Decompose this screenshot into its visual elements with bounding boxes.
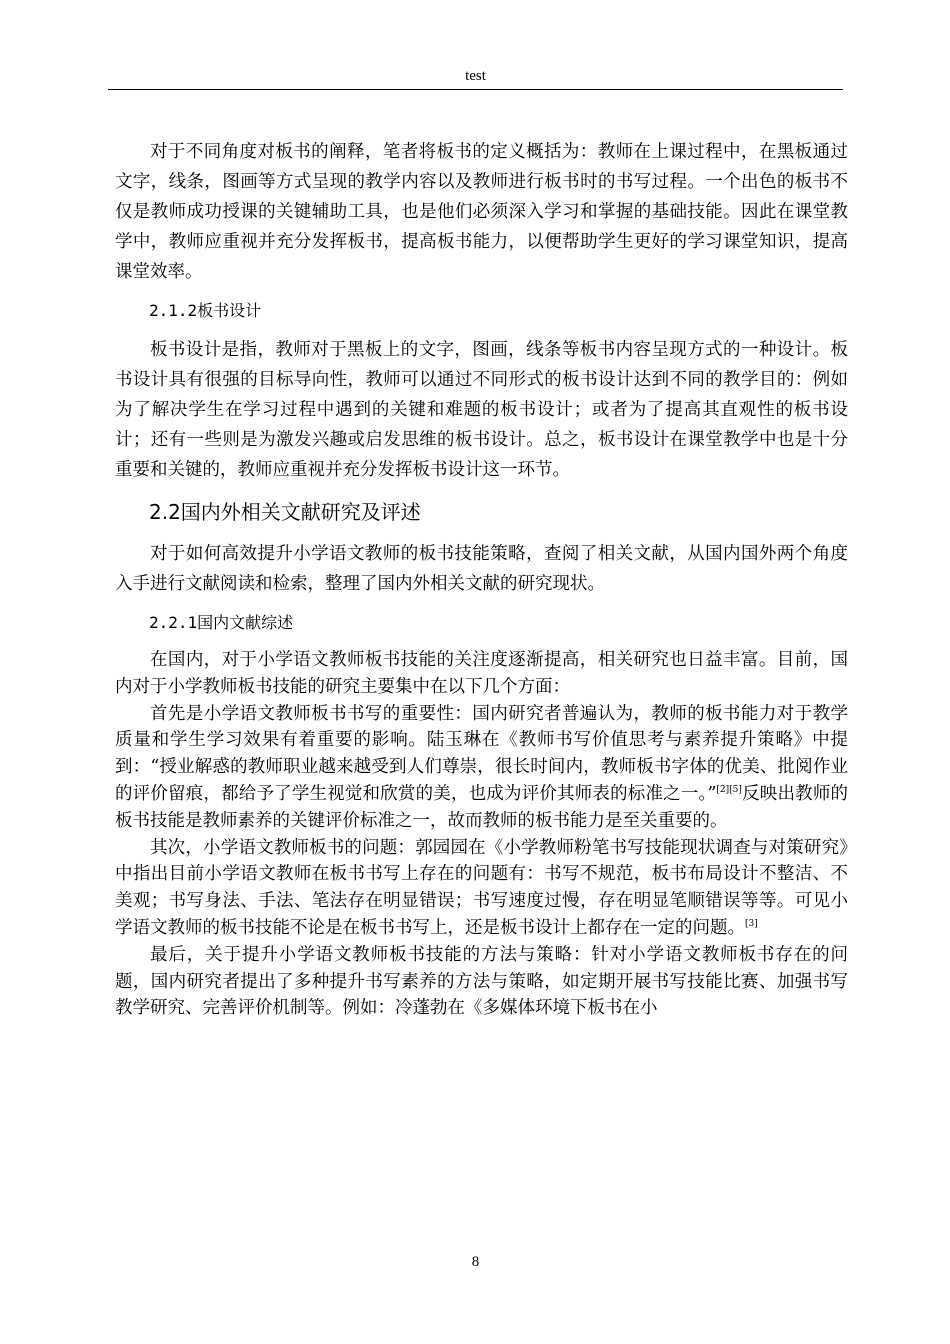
page-number: 8 <box>471 1254 480 1270</box>
paragraph-problems-text: 其次，小学语文教师板书的问题：郭园园在《小学教师粉笔书写技能现状调查与对策研究》中指出目前小学语文教师在板书书写上存在的问题有：书写不规范，板书布局设计不整洁、不美观；书写身法、手法、笔法存在明显错误；书写速度过慢，存在明显笔顺错误等等。可见小学语文教师的板书技能不论是在板书书写上，还是板书设计上都存在一定的问题。 <box>115 837 848 938</box>
heading-2-2: 2.2国内外相关文献研究及评述 <box>149 500 421 524</box>
paragraph-literature-intro: 对于如何高效提升小学语文教师的板书技能策略，查阅了相关文献，从国内国外两个角度入手进行文献阅读和检索，整理了国内外相关文献的研究现状。 <box>115 544 848 594</box>
paragraph-board-design: 板书设计是指，教师对于黑板上的文字，图画，线条等板书内容呈现方式的一种设计。板书设计具有很强的目标导向性，教师可以通过不同形式的板书设计达到不同的教学目的：例如为了解决学生在学习过程中遇到的关键和难题的板书设计；或者为了提高其直观性的板书设计；还有一些则是为激发兴趣或启发思维的板书设计。总之，板书设计在课堂教学中也是十分重要和关键的，教师应重视并充分发挥板书设计这一环节。 <box>115 340 848 480</box>
paragraph-importance <box>115 701 848 835</box>
paragraph-problems <box>115 835 848 942</box>
paragraph-importance-text: 首先是小学语文教师板书书写的重要性：国内研究者普遍认为，教师的板书能力对于教学质量和学生学习效果有着重要的影响。陆玉琳在《教师书写价值思考与素养提升策略》中提到：“授业解惑的教师职业越来越受到人们尊崇，很长时间内，教师板书字体的优美、批阅作业的评价留痕，都给予了学生视觉和欣赏的美，也成为评价其师表的标准之一。” <box>115 703 848 804</box>
heading-2-1-2: 2.1.2板书设计 <box>149 301 262 320</box>
paragraph-strategies: 最后，关于提升小学语文教师板书技能的方法与策略：针对小学语文教师板书存在的问题，国内研究者提出了多种提升书写素养的方法与策略，如定期开展书写技能比赛、加强书写教学研究、完善评价机制等。例如：冷蓬勃在《多媒体环境下板书在小 <box>115 944 848 1019</box>
page-header: test <box>465 68 486 84</box>
citation-3: [3] <box>745 918 758 929</box>
body-text <box>115 137 848 1022</box>
paragraph-importance-tail: 反映出教师的板书技能是教师素养的关键评价标准之一，故而教师的板书能力是至关重要的。 <box>115 783 849 831</box>
paragraph-board-definition: 对于不同角度对板书的阐释，笔者将板书的定义概括为：教师在上课过程中，在黑板通过文字，线条，图画等方式呈现的教学内容以及教师进行板书时的书写过程。一个出色的板书不仅是教师成功授课的关键辅助工具，也是他们必须深入学习和掌握的基础技能。因此在课堂教学中，教师应重视并充分发挥板书，提高板书能力，以便帮助学生更好的学习课堂知识，提高课堂效率。 <box>115 142 848 282</box>
citation-2-5: [2][5] <box>716 784 742 795</box>
paragraph-domestic-overview: 在国内，对于小学语文教师板书技能的关注度逐渐提高，相关研究也日益丰富。目前，国内对于小学教师板书技能的研究主要集中在以下几个方面： <box>115 650 848 697</box>
heading-2-2-1: 2.2.1国内文献综述 <box>149 613 294 632</box>
header-rule <box>108 89 843 90</box>
